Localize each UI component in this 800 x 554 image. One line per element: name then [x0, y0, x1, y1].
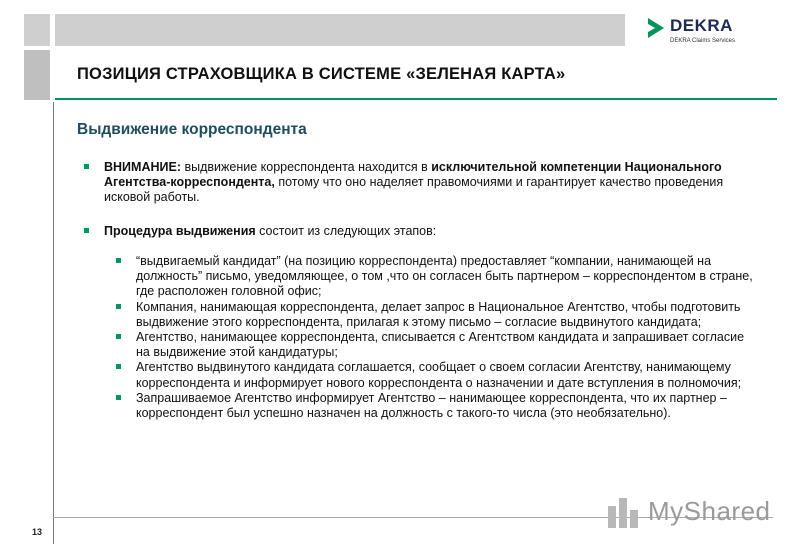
bullet-attention	[84, 160, 734, 205]
step-text: Компания, нанимающая корреспондента, делает запрос в Национальное Агентство, чтобы подготовить выдвижение этого корреспондента, прилагая к этому письмо – согласие выдвинутого кандидата;	[136, 299, 741, 329]
bullet-procedure	[84, 224, 734, 239]
bullet-square-icon	[116, 258, 121, 263]
watermark	[604, 492, 774, 532]
bullet-square-icon	[116, 364, 121, 369]
bullet-square-icon	[84, 228, 89, 233]
watermark-logo-icon	[604, 492, 644, 532]
step-text: Запрашиваемое Агентство информирует Агентство – нанимающее корреспондента, что их партнер – корреспондент был успешно назначен на должность с такого-то числа (это необязательно).	[136, 390, 727, 421]
step-text: “выдвигаемый кандидат” (на позицию корреспондента) предоставляет “компании, нанимающей на должность” письмо, уведомляющее, о том ,что он согласен быть партнером – корреспондентом в стране, где расположен головной офис;	[136, 254, 753, 299]
left-rule	[53, 102, 54, 544]
list-item	[116, 391, 756, 421]
steps-list	[116, 254, 756, 421]
title-bar	[55, 50, 777, 100]
top-bar	[55, 14, 625, 46]
attention-text-a: выдвижение корреспондента находится в	[181, 160, 432, 174]
list-item	[116, 254, 756, 300]
left-strip	[24, 50, 50, 100]
attention-text-b: потому что оно наделяет правомочиями и гарантирует качество проведения исковой работы.	[104, 175, 724, 204]
list-item	[116, 330, 756, 360]
bullet-square-icon	[116, 334, 121, 339]
bullet-square-icon	[84, 164, 89, 169]
section-heading: Выдвижение корреспондента	[77, 121, 307, 138]
procedure-text: состоит из следующих этапов:	[255, 224, 437, 238]
step-text: Агентство выдвинутого кандидата соглашается, сообщает о своем согласии Агентству, нанимающему корреспондента и информирует нового корреспондента о назначении и дате вступления в полномочия;	[136, 360, 742, 390]
bullet-square-icon	[116, 395, 121, 400]
top-left-box	[24, 14, 50, 46]
logo-brand: DEKRA	[670, 16, 733, 35]
dekra-logo-icon	[646, 17, 666, 39]
attention-bold-mid: исключительной компетенции Национального Агентства-корреспондента,	[104, 160, 722, 189]
procedure-label: Процедура выдвижения	[104, 224, 256, 238]
logo-subtitle: DEKRA Claims Services	[670, 38, 736, 44]
watermark-text: MyShared	[648, 496, 771, 526]
list-item	[116, 360, 756, 390]
slide-title: ПОЗИЦИЯ СТРАХОВЩИКА В СИСТЕМЕ «ЗЕЛЕНАЯ КАРТА»	[77, 65, 566, 83]
bullet-square-icon	[116, 304, 121, 309]
attention-label: ВНИМАНИЕ:	[104, 160, 181, 174]
page-number: 13	[31, 527, 42, 537]
dekra-logo	[636, 14, 776, 48]
list-item	[116, 300, 756, 330]
step-text: Агентство, нанимающее корреспондента, списывается с Агентством кандидата и запрашивает согласие на выдвижение этой кандидатуры;	[136, 330, 745, 360]
